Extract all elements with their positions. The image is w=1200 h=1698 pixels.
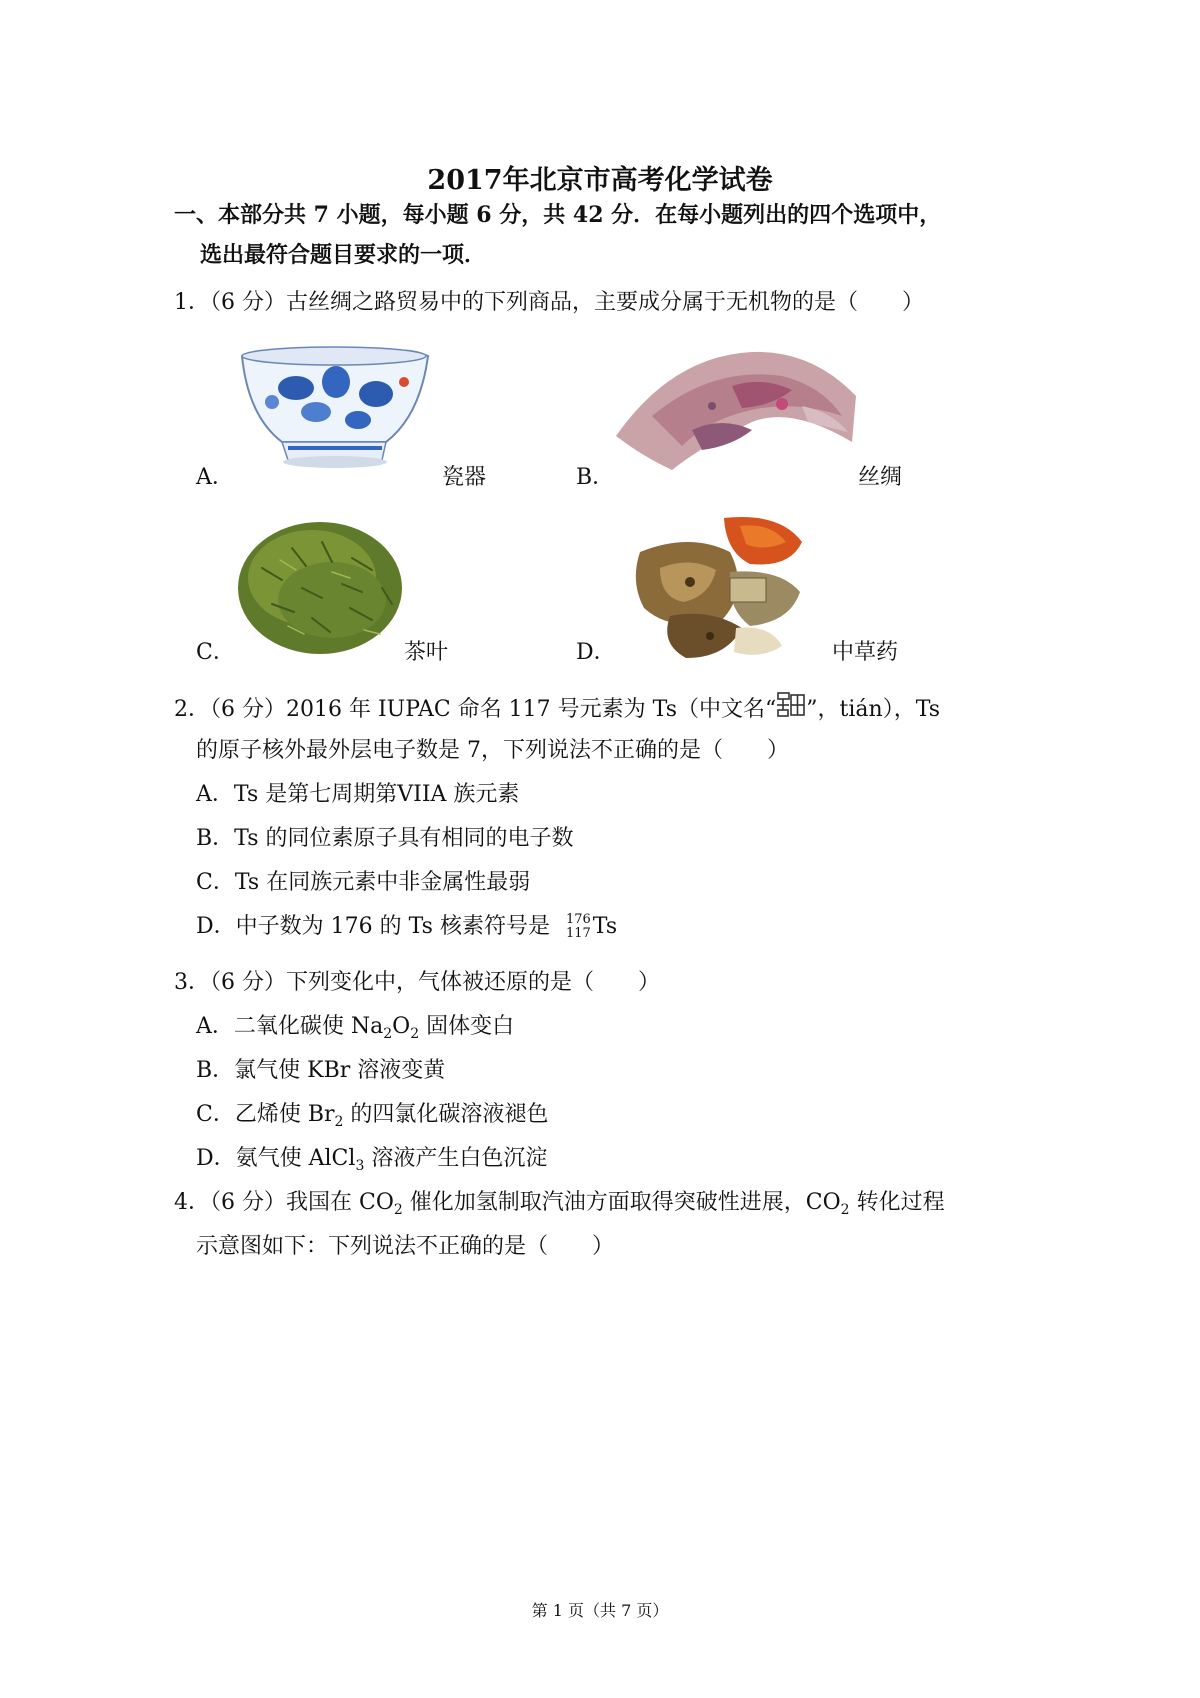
q3-option-c-post: 的四氯化碳溶液褪色 xyxy=(343,1102,549,1127)
porcelain-bowl-image xyxy=(236,338,432,476)
q3-option-a-mid: O xyxy=(392,1014,411,1039)
page-title: 2017年北京市高考化学试卷 xyxy=(427,165,773,196)
q4-stem-line1 xyxy=(174,1188,945,1218)
tea-leaves-image xyxy=(232,508,408,660)
q2-option-d xyxy=(196,912,617,942)
q4-stem-post: 转化过程 xyxy=(849,1190,945,1215)
q2-stem-line2: 的原子核外最外层电子数是 7，下列说法不正确的是（ ） xyxy=(196,738,789,763)
q1-option-a-label: 瓷器 xyxy=(442,465,487,490)
subscript: 2 xyxy=(840,1202,850,1218)
nuclide-symbol: Ts xyxy=(592,914,618,939)
q3-option-a-pre: A．二氧化碳使 Na xyxy=(196,1014,384,1039)
q1-option-c-letter: C． xyxy=(196,640,235,665)
q1-option-c-label: 茶叶 xyxy=(404,640,449,665)
q1-option-a-letter: A． xyxy=(196,465,234,490)
herbal-medicine-image xyxy=(630,512,808,662)
q2-stem-line1 xyxy=(174,692,940,725)
q2-option-a: A．Ts 是第七周期第VIIA 族元素 xyxy=(196,782,520,807)
q2-option-b: B．Ts 的同位素原子具有相同的电子数 xyxy=(196,826,574,851)
q3-option-d-pre: D．氨气使 AlCl xyxy=(196,1146,356,1171)
section-heading-line1: 一、本部分共 7 小题，每小题 6 分，共 42 分．在每小题列出的四个选项中， xyxy=(174,202,942,228)
q2-option-d-text: D．中子数为 176 的 Ts 核素符号是 xyxy=(196,914,550,939)
q1-option-b-letter: B． xyxy=(576,465,615,490)
q1-option-b-label: 丝绸 xyxy=(858,465,903,490)
q1-option-d-letter: D． xyxy=(576,640,616,665)
q4-stem-mid: 催化加氢制取汽油方面取得突破性进展，CO xyxy=(402,1190,841,1215)
nuclide-numbers xyxy=(566,913,591,941)
q4-stem-line2: 示意图如下：下列说法不正确的是（ ） xyxy=(196,1234,615,1259)
q3-option-c xyxy=(196,1100,548,1130)
q1-option-d-label: 中草药 xyxy=(832,640,899,665)
q3-option-d xyxy=(196,1144,547,1174)
subscript: 2 xyxy=(334,1114,344,1130)
silk-scarf-image xyxy=(612,346,858,470)
subscript: 2 xyxy=(410,1026,420,1042)
q3-option-a-post: 固体变白 xyxy=(419,1014,515,1039)
q4-stem-pre: 4．（6 分）我国在 CO xyxy=(174,1190,394,1215)
q3-option-b: B．氯气使 KBr 溶液变黄 xyxy=(196,1058,446,1083)
page-footer: 第 1 页（共 7 页） xyxy=(531,1601,669,1620)
subscript: 2 xyxy=(393,1202,403,1218)
q1-stem: 1．（6 分）古丝绸之路贸易中的下列商品，主要成分属于无机物的是（ ） xyxy=(174,290,924,315)
q2-option-c: C．Ts 在同族元素中非金属性最弱 xyxy=(196,870,531,895)
q3-option-d-post: 溶液产生白色沉淀 xyxy=(364,1146,548,1171)
tian-character-image xyxy=(776,692,806,718)
section-heading-line2: 选出最符合题目要求的一项． xyxy=(200,242,487,268)
q2-stem-part1: 2．（6 分）2016 年 IUPAC 命名 117 号元素为 Ts（中文名“ xyxy=(174,697,777,722)
q3-option-a xyxy=(196,1012,514,1042)
q2-stem-part2: ”，tián），Ts xyxy=(806,697,941,722)
atomic-number: 117 xyxy=(565,926,591,941)
mass-number: 176 xyxy=(565,912,591,927)
q3-stem: 3．（6 分）下列变化中，气体被还原的是（ ） xyxy=(174,970,660,995)
subscript: 2 xyxy=(383,1026,393,1042)
subscript: 3 xyxy=(355,1158,365,1174)
q3-option-c-pre: C．乙烯使 Br xyxy=(196,1102,335,1127)
